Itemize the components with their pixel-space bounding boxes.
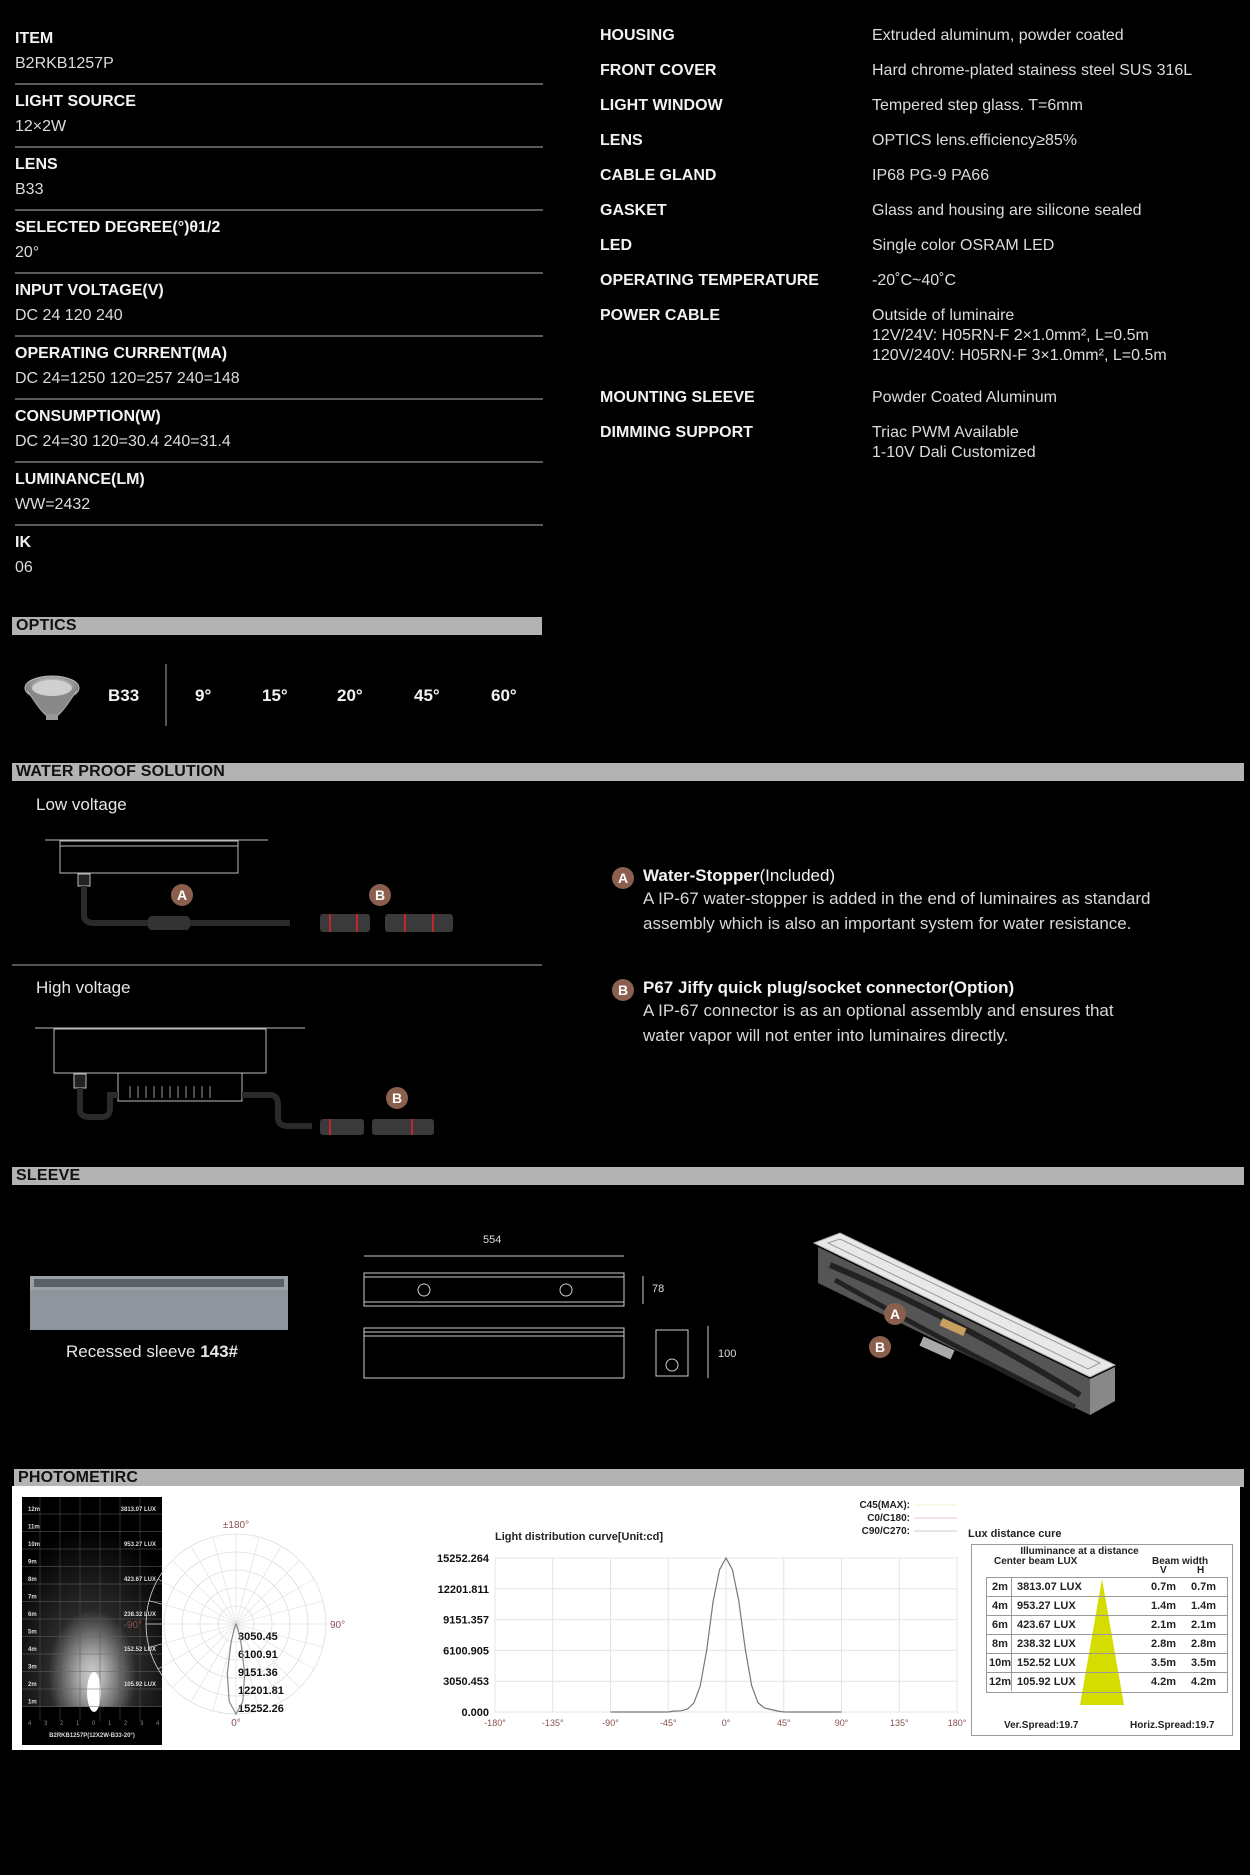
beam-width-h: 2.8m bbox=[1191, 1638, 1217, 1650]
x-tick-label: 3 bbox=[140, 1721, 144, 1727]
water-stopper-text-1: A IP-67 water-stopper is added in the end of luminaires as standard bbox=[643, 889, 1151, 908]
spec-value-line: Tempered step glass. T=6mm bbox=[872, 97, 1083, 114]
x-tick-label: 45° bbox=[776, 1718, 791, 1728]
polar-spoke bbox=[172, 1624, 236, 1688]
horiz-spread: Horiz.Spread:19.7 bbox=[1130, 1720, 1215, 1731]
lux-table-title: Lux distance cure bbox=[968, 1528, 1062, 1540]
polar-radial-label: 3050.45 bbox=[238, 1631, 278, 1643]
spec-item bbox=[15, 211, 543, 274]
beam-width-h: 2.1m bbox=[1191, 1619, 1217, 1631]
water-stopper-title: Water-Stopper bbox=[643, 866, 760, 885]
polar-spoke bbox=[236, 1560, 300, 1624]
spec-label: LENS bbox=[15, 156, 58, 173]
spec-value bbox=[872, 131, 1240, 151]
badge-b: B bbox=[869, 1336, 891, 1358]
polar-spoke bbox=[236, 1579, 314, 1624]
spec-label: IK bbox=[15, 534, 31, 551]
dimension-length: 554 bbox=[483, 1234, 502, 1246]
lux-value: 152.52 LUX bbox=[1017, 1657, 1076, 1669]
polar-spoke bbox=[191, 1624, 236, 1702]
spec-row bbox=[600, 201, 1240, 221]
photometric-panel bbox=[12, 1486, 1240, 1750]
lux-distance: 12m bbox=[989, 1673, 1012, 1691]
x-tick-label: 2 bbox=[60, 1721, 64, 1727]
sleeve-model-number: 143# bbox=[200, 1342, 239, 1361]
beam-width-v: 4.2m bbox=[1151, 1676, 1177, 1688]
sleeve-dimension-drawing bbox=[360, 1230, 740, 1390]
spec-value-line: Hard chrome-plated stainess steel SUS 316L bbox=[872, 62, 1193, 79]
badge-a: A bbox=[884, 1303, 906, 1325]
lux-table-row bbox=[986, 1615, 1228, 1635]
polar-spoke bbox=[236, 1601, 323, 1624]
polar-spoke bbox=[149, 1601, 236, 1624]
water-stopper-icon bbox=[148, 916, 190, 930]
optic-degree-option: 45° bbox=[414, 686, 440, 705]
x-tick-label: -135° bbox=[541, 1718, 564, 1728]
lux-label: 953.27 LUX bbox=[123, 1542, 156, 1548]
beam-width-h: 0.7m bbox=[1191, 1581, 1217, 1593]
spec-label: GASKET bbox=[600, 202, 667, 219]
spec-label: OPERATING CURRENT(MA) bbox=[15, 345, 228, 362]
spec-row bbox=[600, 388, 1240, 408]
spec-value bbox=[872, 423, 1240, 463]
polar-spoke bbox=[149, 1624, 236, 1647]
spec-value bbox=[872, 306, 1240, 366]
water-stopper-description bbox=[612, 866, 1232, 936]
connector-title: P67 Jiffy quick plug/socket connector(Option) bbox=[643, 978, 1015, 997]
spec-label: LIGHT WINDOW bbox=[600, 97, 723, 114]
recessed-sleeve-image bbox=[28, 1274, 293, 1332]
spec-row bbox=[600, 26, 1240, 46]
polar-spoke bbox=[236, 1546, 281, 1624]
x-tick-label: 135° bbox=[889, 1718, 909, 1728]
lux-table-row bbox=[986, 1577, 1228, 1597]
lux-distance-table bbox=[971, 1544, 1233, 1736]
x-tick-label: 1 bbox=[108, 1721, 112, 1727]
connector-description bbox=[612, 978, 1232, 1048]
spec-list-left bbox=[15, 22, 543, 587]
legend-label: C45(MAX): bbox=[859, 1500, 910, 1511]
spec-value bbox=[872, 201, 1240, 221]
y-tick-label: 6100.905 bbox=[443, 1645, 489, 1658]
polar-spoke bbox=[191, 1546, 236, 1624]
spec-item bbox=[15, 463, 543, 526]
spec-label: ITEM bbox=[15, 30, 54, 47]
x-tick-label: 2 bbox=[124, 1721, 128, 1727]
optic-degree-option: 9° bbox=[195, 686, 212, 705]
optic-degree-option: 15° bbox=[262, 686, 288, 705]
beam-width-v: 3.5m bbox=[1151, 1657, 1177, 1669]
divider bbox=[12, 964, 542, 966]
lux-header-main: Illuminance at a distance bbox=[1020, 1546, 1139, 1557]
water-stopper-note: (Included) bbox=[759, 866, 836, 885]
polar-radial-label: 6100.91 bbox=[238, 1649, 278, 1661]
spec-value-line: Outside of luminaire bbox=[872, 307, 1015, 324]
spec-row bbox=[600, 131, 1240, 151]
spec-value-line: Extruded aluminum, powder coated bbox=[872, 27, 1124, 44]
sleeve-caption bbox=[66, 1342, 238, 1362]
spec-row bbox=[600, 61, 1240, 81]
section-bar-photometric bbox=[14, 1469, 1244, 1487]
badge-b: B bbox=[612, 979, 634, 1001]
lux-distance: 8m bbox=[989, 1635, 1012, 1653]
spec-value bbox=[872, 388, 1240, 408]
spec-label: HOUSING bbox=[600, 27, 675, 44]
dimension-height: 100 bbox=[718, 1348, 737, 1360]
cable-gland-icon bbox=[74, 1074, 86, 1088]
spec-value-line: Triac PWM Available bbox=[872, 424, 1019, 441]
distance-label: 12m bbox=[28, 1507, 41, 1513]
polar-spoke bbox=[236, 1537, 259, 1624]
spec-value: 12×2W bbox=[15, 118, 67, 135]
spec-label: LED bbox=[600, 237, 632, 254]
spec-label: FRONT COVER bbox=[600, 62, 717, 79]
beam-image-caption: B2RKB1257P(12X2W-B33-20°) bbox=[49, 1733, 135, 1739]
spec-item bbox=[15, 22, 543, 85]
x-tick-label: 1 bbox=[76, 1721, 80, 1727]
spec-value-line: Glass and housing are silicone sealed bbox=[872, 202, 1142, 219]
spec-value-line: 12V/24V: H05RN-F 2×1.0mm², L=0.5m bbox=[872, 327, 1149, 344]
lux-distance: 4m bbox=[989, 1597, 1012, 1615]
distance-label: 6m bbox=[28, 1612, 37, 1618]
cable-gland-icon bbox=[78, 874, 90, 886]
polar-radial-label: 12201.81 bbox=[238, 1685, 284, 1697]
beam-width-v: 2.8m bbox=[1151, 1638, 1177, 1650]
beam-width-h: 4.2m bbox=[1191, 1676, 1217, 1688]
lens-name: B33 bbox=[108, 686, 140, 705]
spec-value bbox=[872, 166, 1240, 186]
high-voltage-label: High voltage bbox=[36, 978, 131, 997]
spec-value bbox=[872, 236, 1240, 256]
spec-label: LUMINANCE(LM) bbox=[15, 471, 145, 488]
badge-b: B bbox=[386, 1087, 408, 1109]
lux-table-row bbox=[986, 1634, 1228, 1654]
distance-label: 4m bbox=[28, 1647, 37, 1653]
legend-label: C0/C180: bbox=[867, 1513, 910, 1524]
polar-angle-label: 90° bbox=[330, 1620, 346, 1631]
distance-label: 10m bbox=[28, 1542, 41, 1548]
x-tick-label: -90° bbox=[602, 1718, 619, 1728]
distance-label: 2m bbox=[28, 1682, 37, 1688]
badge-a: A bbox=[612, 867, 634, 889]
spec-value bbox=[872, 96, 1240, 116]
section-bar-water-proof bbox=[12, 763, 1244, 781]
distance-label: 11m bbox=[28, 1524, 40, 1531]
section-title: OPTICS bbox=[16, 617, 77, 634]
spec-item bbox=[15, 526, 543, 587]
section-title: WATER PROOF SOLUTION bbox=[16, 763, 226, 780]
spec-label: SELECTED DEGREE(°)θ1/2 bbox=[15, 219, 221, 236]
spec-value bbox=[872, 61, 1240, 81]
section-title: SLEEVE bbox=[16, 1167, 81, 1184]
polar-spoke bbox=[158, 1579, 236, 1624]
badge-b: B bbox=[369, 884, 391, 906]
lux-distance: 6m bbox=[989, 1616, 1012, 1634]
water-stopper-text-2: assembly which is also an important system for water resistance. bbox=[643, 914, 1132, 933]
distance-label: 3m bbox=[28, 1664, 37, 1671]
spec-label: LENS bbox=[600, 132, 643, 149]
y-tick-label: 12201.811 bbox=[437, 1583, 489, 1596]
lux-label: 238.32 LUX bbox=[123, 1612, 156, 1618]
lux-value: 105.92 LUX bbox=[1017, 1676, 1076, 1688]
ver-spread: Ver.Spread:19.7 bbox=[1004, 1720, 1079, 1731]
spec-row bbox=[600, 423, 1240, 463]
divider bbox=[165, 664, 167, 726]
spec-label: POWER CABLE bbox=[600, 307, 720, 324]
spec-table-right bbox=[600, 26, 1240, 478]
spec-value: 06 bbox=[15, 559, 33, 576]
spec-value bbox=[872, 26, 1240, 46]
spec-value-line: OPTICS lens.efficiency≥85% bbox=[872, 132, 1078, 149]
x-tick-label: 3 bbox=[44, 1721, 48, 1727]
lux-label: 423.67 LUX bbox=[123, 1577, 156, 1583]
y-tick-label: 3050.453 bbox=[443, 1676, 489, 1689]
connector-text-1: A IP-67 connector is as an optional assembly and ensures that bbox=[643, 1001, 1114, 1020]
spec-row bbox=[600, 96, 1240, 116]
lux-header-beam: Beam width bbox=[1152, 1556, 1209, 1567]
spec-value-line: Powder Coated Aluminum bbox=[872, 389, 1057, 406]
spec-value: WW=2432 bbox=[15, 496, 91, 513]
lux-table-row bbox=[986, 1672, 1228, 1693]
distance-label: 5m bbox=[28, 1629, 37, 1636]
polar-spoke bbox=[213, 1537, 236, 1624]
lens-reflector-icon bbox=[23, 672, 81, 724]
plug-connector-icon bbox=[320, 914, 370, 932]
lux-header-center: Center beam LUX bbox=[994, 1556, 1078, 1567]
dimension-width: 78 bbox=[652, 1283, 665, 1295]
distance-label: 8m bbox=[28, 1577, 37, 1583]
spec-row bbox=[600, 306, 1240, 366]
lux-header-h: H bbox=[1197, 1565, 1205, 1576]
lux-table-row bbox=[986, 1596, 1228, 1616]
socket-connector-icon bbox=[385, 914, 453, 932]
spec-label: DIMMING SUPPORT bbox=[600, 424, 753, 441]
lux-header-v: V bbox=[1160, 1565, 1167, 1576]
x-tick-label: 180° bbox=[947, 1718, 967, 1728]
plug-connector-icon bbox=[320, 1119, 364, 1135]
legend-label: C90/C270: bbox=[861, 1526, 910, 1537]
x-tick-label: 0° bbox=[721, 1718, 731, 1728]
x-tick-label: 4 bbox=[28, 1721, 32, 1727]
spec-item bbox=[15, 148, 543, 211]
polar-radial-label: 15252.26 bbox=[238, 1703, 284, 1715]
y-tick-label: 15252.264 bbox=[437, 1553, 489, 1565]
x-tick-label: 90° bbox=[834, 1718, 849, 1728]
section-title: PHOTOMETIRC bbox=[18, 1469, 139, 1486]
spec-label: MOUNTING SLEEVE bbox=[600, 389, 755, 406]
spec-label: CABLE GLAND bbox=[600, 167, 717, 184]
spec-row bbox=[600, 166, 1240, 186]
spec-value bbox=[872, 271, 1240, 291]
lux-table-row bbox=[986, 1653, 1228, 1673]
spec-item bbox=[15, 274, 543, 337]
spec-value-line: -20˚C~40˚C bbox=[872, 272, 957, 289]
spec-label: LIGHT SOURCE bbox=[15, 93, 136, 110]
spec-value-line: Single color OSRAM LED bbox=[872, 237, 1055, 254]
lux-value: 238.32 LUX bbox=[1017, 1638, 1076, 1650]
polar-spoke bbox=[158, 1624, 236, 1669]
spec-label: OPERATING TEMPERATURE bbox=[600, 272, 819, 289]
distance-label: 1m bbox=[28, 1699, 37, 1706]
polar-angle-label: -90° bbox=[123, 1620, 142, 1631]
low-voltage-label: Low voltage bbox=[36, 795, 127, 814]
distance-label: 7m bbox=[28, 1594, 37, 1601]
distance-label: 9m bbox=[28, 1559, 37, 1566]
lux-value: 953.27 LUX bbox=[1017, 1600, 1076, 1612]
spec-row bbox=[600, 271, 1240, 291]
beam-width-v: 2.1m bbox=[1151, 1619, 1177, 1631]
luminaire-isometric-image bbox=[810, 1225, 1120, 1425]
beam-width-v: 1.4m bbox=[1151, 1600, 1177, 1612]
sleeve-caption-text: Recessed sleeve bbox=[66, 1342, 201, 1361]
spec-value: DC 24 120 240 bbox=[15, 307, 123, 324]
polar-angle-label: 0° bbox=[231, 1718, 241, 1729]
section-bar-optics bbox=[12, 617, 542, 635]
spec-label: INPUT VOLTAGE(V) bbox=[15, 282, 164, 299]
spec-value: 20° bbox=[15, 244, 40, 261]
x-tick-label: -45° bbox=[659, 1718, 677, 1728]
lux-value: 3813.07 LUX bbox=[1017, 1581, 1082, 1593]
y-tick-label: 9151.357 bbox=[443, 1614, 489, 1627]
lux-value: 423.67 LUX bbox=[1017, 1619, 1076, 1631]
lux-label: 105.92 LUX bbox=[123, 1682, 156, 1688]
polar-radial-label: 9151.36 bbox=[238, 1667, 278, 1679]
spec-item bbox=[15, 337, 543, 400]
beam-width-h: 1.4m bbox=[1191, 1600, 1217, 1612]
socket-connector-icon bbox=[372, 1119, 434, 1135]
lux-distance: 10m bbox=[989, 1654, 1012, 1672]
optics-row bbox=[15, 660, 543, 730]
spec-value: B33 bbox=[15, 181, 44, 198]
lux-label: 3813.07 LUX bbox=[120, 1507, 156, 1513]
beam-width-v: 0.7m bbox=[1151, 1581, 1177, 1593]
spec-value: DC 24=30 120=30.4 240=31.4 bbox=[15, 433, 231, 450]
optic-degree-option: 60° bbox=[491, 686, 517, 705]
spec-item bbox=[15, 400, 543, 463]
chart-title: Light distribution curve[Unit:cd] bbox=[495, 1531, 664, 1543]
spec-value-line: IP68 PG-9 PA66 bbox=[872, 167, 990, 184]
lux-label: 152.52 LUX bbox=[123, 1647, 156, 1653]
connector-text-2: water vapor will not enter into luminaires directly. bbox=[643, 1026, 1009, 1045]
spec-value-line: 1-10V Dali Customized bbox=[872, 444, 1036, 461]
lux-distance: 2m bbox=[989, 1578, 1012, 1596]
section-bar-sleeve bbox=[12, 1167, 1244, 1185]
badge-a: A bbox=[171, 884, 193, 906]
spec-item bbox=[15, 85, 543, 148]
x-tick-label: 4 bbox=[156, 1721, 160, 1727]
optic-degree-option: 20° bbox=[337, 686, 363, 705]
polar-spoke bbox=[172, 1560, 236, 1624]
spec-row bbox=[600, 236, 1240, 256]
x-tick-label: -180° bbox=[484, 1718, 506, 1728]
spec-value-line: 120V/240V: H05RN-F 3×1.0mm², L=0.5m bbox=[872, 347, 1167, 364]
spec-label: CONSUMPTION(W) bbox=[15, 408, 161, 425]
beam-width-h: 3.5m bbox=[1191, 1657, 1217, 1669]
spec-value: B2RKB1257P bbox=[15, 55, 114, 72]
low-voltage-diagram bbox=[30, 830, 470, 940]
light-distribution-chart bbox=[342, 1486, 967, 1750]
y-tick-label: 0.000 bbox=[461, 1707, 489, 1719]
polar-angle-label: ±180° bbox=[222, 1520, 250, 1531]
high-voltage-diagram bbox=[30, 1020, 470, 1140]
spec-value: DC 24=1250 120=257 240=148 bbox=[15, 370, 240, 387]
x-tick-label: 0 bbox=[92, 1721, 96, 1727]
